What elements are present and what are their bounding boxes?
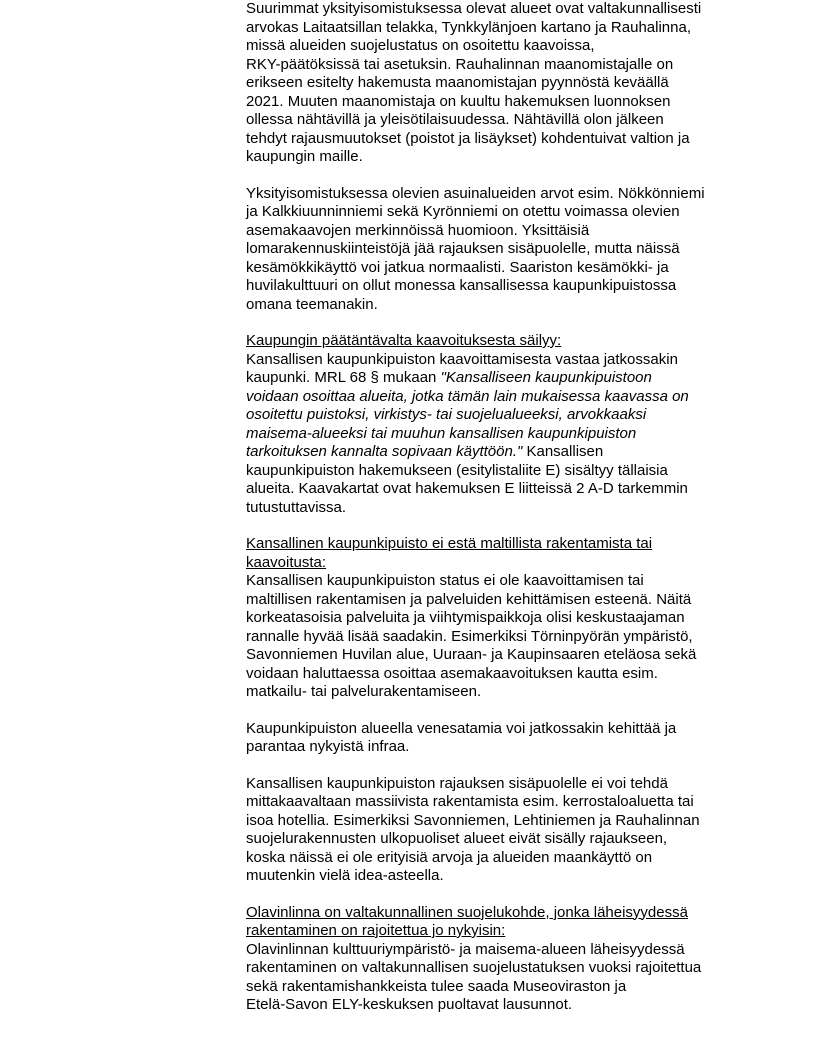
paragraph-massive-construction xyxy=(246,775,746,886)
text-line: lomarakennuskiinteistöjä jää rajauksen sisäpuolelle, mutta näissä xyxy=(246,240,680,257)
quote-line: maisema-alueeksi tai muuhun kansallisen kaupunkipuiston xyxy=(246,424,637,442)
text-line: Kansallisen kaupunkipuiston status ei ole kaavoittamisen tai xyxy=(246,572,644,589)
text-line: omana teemanakin. xyxy=(246,295,378,313)
quote-line: voidaan osoittaa alueita, jotka tämän lain mukaisessa kaavassa on xyxy=(246,387,689,405)
text-line: RKY-päätöksissä tai asetuksin. Rauhalinnan maanomistajalle on xyxy=(246,55,674,73)
text-line: muutenkin vielä idea-asteella. xyxy=(246,867,444,884)
text-run: Kansallisen xyxy=(522,443,604,460)
text-run: kaupunki. MRL 68 § mukaan xyxy=(246,369,441,386)
text-line: alueita. Kaavakartat ovat hakemuksen E liitteissä 2 A-D tarkemmin xyxy=(246,480,688,497)
text-line: Kansallisen kaupunkipuiston rajauksen sisäpuolelle ei voi tehdä xyxy=(246,774,668,792)
text-line: ja Kalkkiuunninniemi sekä Kyrönniemi on otettu voimassa olevien xyxy=(246,203,680,220)
paragraph-marinas xyxy=(246,720,746,757)
section-heading: kaavoitusta: xyxy=(246,553,327,571)
text-line: Kansallisen kaupunkipuiston kaavoittamisesta vastaa jatkossakin xyxy=(246,350,678,368)
text-line: asemakaavojen merkinnöissä huomioon. Yksittäisiä xyxy=(246,221,590,239)
text-line: koska näissä ei ole erityisiä arvoja ja alueiden maankäyttö on xyxy=(246,848,653,866)
text-line xyxy=(246,369,746,388)
text-line: mittakaavaltaan massiivista rakentamista esim. kerrostaloaluetta tai xyxy=(246,793,694,810)
text-line: isoa hotellia. Esimerkiksi Savonniemen, Lehtiniemen ja Rauhalinnan xyxy=(246,811,700,829)
text-line: Olavinlinnan kulttuuriympäristö- ja maisema-alueen läheisyydessä xyxy=(246,940,685,958)
text-line: korkeatasoisia palveluita ja viihtymispaikkoja olisi keskustaajaman xyxy=(246,609,685,626)
text-line: maltillisen rakentamisen ja palveluiden kehittämisen esteenä. Näitä xyxy=(246,590,692,608)
text-line: missä alueiden suojelustatus on osoitettu kaavoissa, xyxy=(246,37,595,54)
text-line: tehdyt rajausmuutokset (poistot ja lisäykset) kohdentuivat valtion ja xyxy=(246,129,690,147)
text-line: huvilakulttuuri on ollut monessa kansallisessa kaupunkipuistossa xyxy=(246,277,677,294)
quote-text: tarkoituksen kannalta sopivaan käyttöön." xyxy=(246,443,523,460)
text-line: sekä rakentamishankkeista tulee saada Museoviraston ja xyxy=(246,977,627,995)
paragraph-residential-areas xyxy=(246,185,746,315)
text-line: rannalle hyvää lisää saadakin. Esimerkiksi Törninpyörän ympäristö, xyxy=(246,627,693,645)
section-heading: Kaupungin päätäntävalta kaavoituksesta säilyy: xyxy=(246,332,562,349)
section-heading: rakentaminen on rajoitettua jo nykyisin: xyxy=(246,922,506,939)
section-olavinlinna xyxy=(246,904,746,1015)
text-line xyxy=(246,443,746,462)
text-line: Yksityisomistuksessa olevien asuinalueiden arvot esim. Nökkönniemi xyxy=(246,184,705,202)
text-line: Kaupunkipuiston alueella venesatamia voi jatkossakin kehittää ja xyxy=(246,719,677,737)
text-line: kaupunkipuiston hakemukseen (esitylistaliite E) sisältyy tällaisia xyxy=(246,461,668,479)
text-line: kaupungin maille. xyxy=(246,148,363,165)
quote-text: "Kansalliseen kaupunkipuistoon xyxy=(440,369,652,386)
text-line: suojelurakennusten ulkopuoliset alueet eivät sisälly rajaukseen, xyxy=(246,830,668,847)
quote-line: osoitettu puistoksi, virkistys- tai suojelualueeksi, arvokkaaksi xyxy=(246,406,647,423)
text-line: Savonniemen Huvilan alue, Uuraan- ja Kaupinsaaren eteläosa sekä xyxy=(246,646,697,663)
text-line: kesämökkikäyttö voi jatkua normaalisti. Saariston kesämökki- ja xyxy=(246,258,669,276)
text-line: Etelä-Savon ELY-keskuksen puoltavat lausunnot. xyxy=(246,996,573,1013)
text-line: erikseen esitelty hakemusta maanomistajan pyynnöstä keväällä xyxy=(246,74,669,91)
section-heading: Olavinlinna on valtakunnallinen suojelukohde, jonka läheisyydessä xyxy=(246,903,688,921)
text-line: rakentaminen on valtakunnallisen suojelustatuksen vuoksi rajoitettua xyxy=(246,959,702,976)
text-line: voidaan haluttaessa osoittaa asemakaavoituksen kautta esim. xyxy=(246,664,658,682)
text-line: ollessa nähtävillä ja yleisötilaisuudessa. Nähtävillä olon jälkeen xyxy=(246,111,664,128)
document-page xyxy=(246,0,746,1015)
text-line: arvokas Laitaatsillan telakka, Tynkkylänjoen kartano ja Rauhalinna, xyxy=(246,18,691,36)
text-line: matkailu- tai palvelurakentamiseen. xyxy=(246,683,482,700)
section-zoning-authority xyxy=(246,332,746,517)
text-line: 2021. Muuten maanomistaja on kuultu hakemuksen luonnoksen xyxy=(246,92,671,110)
text-line: parantaa nykyistä infraa. xyxy=(246,738,410,755)
section-moderate-construction xyxy=(246,535,746,702)
section-heading: Kansallinen kaupunkipuisto ei estä maltillista rakentamista tai xyxy=(246,535,653,552)
text-line: tutustuttavissa. xyxy=(246,498,347,516)
text-line: Suurimmat yksityisomistuksessa olevat alueet ovat valtakunnallisesti xyxy=(246,0,702,17)
paragraph-private-ownership xyxy=(246,0,746,167)
